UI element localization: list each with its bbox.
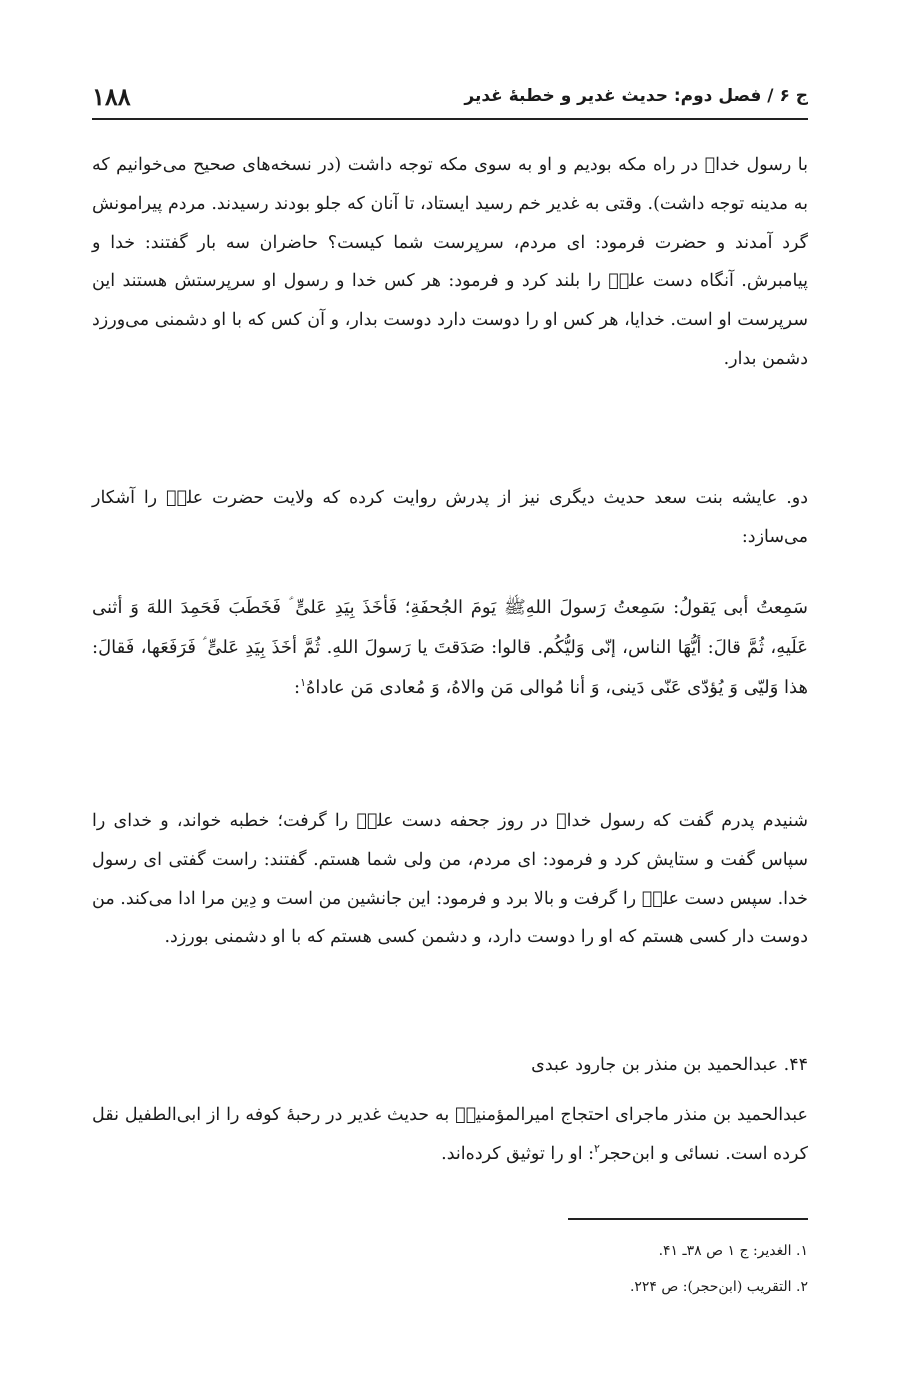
section-body-end: : او را توثیق کرده‌اند. (441, 1143, 595, 1164)
footnote-divider (568, 1218, 808, 1220)
arabic-quote (92, 588, 808, 708)
paragraph-1: با رسول خداﷺ در راه مکه بودیم و او به سوی مکه توجه داشت (در نسخه‌های صحیح می‌خوانیم که به مدینه توجه داشت). وقتی به غدیر خم رسید ایستاد، تا آنان که جلو بودند رسیدند. مردم پیرامونش گرد آمدند و حضرت فرمود: ای مردم، سرپرست شما کیست؟ حاضران سه بار گفتند: خدا و پیامبرش. آنگاه دست علیؑ را بلند کرد و فرمود: هر کس خدا و رسول او سرپرستش هستند این سرپرست او است. خدایا، هر کس او را دوست دارد دوست بدار، و آن کس که با او دشمنی می‌ورزد دشمن بدار. (92, 155, 808, 369)
footnote-2: ۲. التقریب (ابن‌حجر): ص ۲۲۴. (629, 1279, 808, 1295)
chapter-title: ج ۶ / فصل دوم: حدیث غدیر و خطبهٔ غدیر (464, 86, 808, 106)
section-body-text: عبدالحمید بن منذر ماجرای احتجاج امیرالمؤمنینؑ به حدیث غدیر در رحبهٔ کوفه را از ابی‌الطفیل نقل کرده است. نسائی و ابن‌حجر (92, 1105, 808, 1164)
paragraph-2: دو. عایشه بنت سعد حدیث دیگری نیز از پدرش روایت کرده که ولایت حضرت علیؑ را آشکار می‌سازد: (92, 488, 808, 547)
arabic-quote-end: : (294, 677, 301, 698)
translation-paragraph: شنیدم پدرم گفت که رسول خداﷺ در روز جحفه دست علیؑ را گرفت؛ خطبه خواند، و خدای را سپاس گفت و ستایش کرد و فرمود: ای مردم، من ولی شما هستم. گفتند: راست گفتی ای رسول خدا. سپس دست علیؑ را گرفت و بالا برد و فرمود: این جانشین من است و دِین مرا ادا می‌کند. من دوست دار کسی هستم که او را دوست دارد، و دشمن کسی هستم که با او دشمنی بورزد. (92, 811, 808, 948)
section-heading: ۴۴. عبدالحمید بن منذر بن جارود عبدی (531, 1055, 808, 1075)
running-header (92, 74, 808, 120)
footnote-ref-1: ۱ (300, 676, 306, 689)
arabic-quote-text: سَمِعتُ أبی یَقولُ: سَمِعتُ رَسولَ اللهِﷺ یَومَ الجُحفَةِ؛ فَأخَذَ بِیَدِ عَلیٍّ ؑ فَخَطَبَ فَحَمِدَ اللهَ وَ أثنی عَلَیهِ، ثُمَّ قالَ: أیُّهَا الناس، إنّی وَلیُّکُم. قالوا: صَدَقتَ یا رَسولَ اللهِ. ثُمَّ أخَذَ بِیَدِ عَلیٍّ ؑ فَرَفَعَها، فَقالَ: هذا وَلیّی وَ یُؤدّی عَنّی دَینی، وَ أنا مُوالی مَن والاهُ، وَ مُعادی مَن عاداهُ (92, 597, 808, 698)
page-number: ۱۸۸ (92, 81, 131, 111)
footnote-ref-2: ۲ (594, 1141, 600, 1155)
book-page (92, 0, 808, 1390)
section-body (92, 1096, 808, 1174)
footnote-1: ۱. الغدیر: ج ۱ ص ۳۸ـ ۴۱. (658, 1243, 808, 1259)
